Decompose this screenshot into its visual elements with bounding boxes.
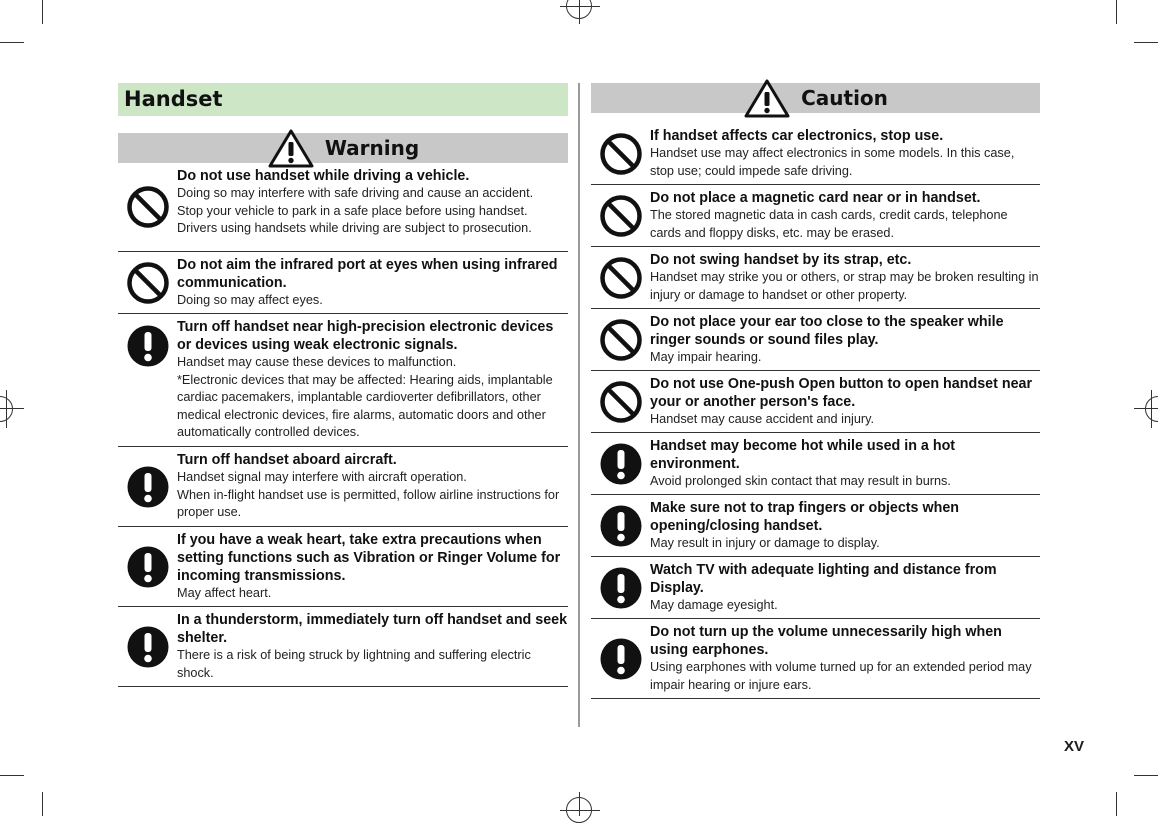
caution-item: [591, 557, 1040, 619]
caution-item: [591, 309, 1040, 371]
item-heading: Turn off handset near high-precision electronic devices or devices using weak electronic signals.: [177, 319, 554, 353]
crop-mark: [1134, 42, 1158, 43]
prohibited-icon: [599, 380, 643, 424]
warning-triangle-icon: [267, 128, 315, 168]
item-body: Handset may cause accident and injury.: [650, 412, 875, 426]
caution-item: [591, 619, 1040, 699]
warning-item: [118, 252, 568, 314]
prohibited-icon: [599, 318, 643, 362]
item-body: Stop your vehicle to park in a safe place before using handset.: [177, 203, 528, 218]
crop-mark: [42, 792, 43, 816]
prohibited-icon: [126, 261, 170, 305]
prohibited-icon: [599, 256, 643, 300]
mandatory-icon: [126, 324, 170, 368]
item-heading: If handset affects car electronics, stop use.: [650, 128, 944, 144]
registration-mark: [6, 390, 7, 428]
mandatory-icon: [126, 625, 170, 669]
item-body: Drivers using handsets while driving are subject to prosecution.: [177, 221, 532, 236]
prohibited-icon: [126, 185, 170, 229]
crop-mark: [1134, 775, 1158, 776]
item-body: Handset signal may interfere with aircraft operation.: [177, 470, 467, 484]
item-heading: Do not use handset while driving a vehicle.: [177, 168, 470, 184]
registration-mark: [1134, 408, 1158, 409]
item-body: Handset use may affect electronics in some models. In this case, stop use; could impede safe driving.: [650, 146, 1015, 178]
item-heading: If you have a weak heart, take extra precautions when setting functions such as Vibration or Ringer Volume for incoming transmissions.: [177, 532, 561, 584]
warning-band: [118, 133, 568, 163]
crop-mark: [0, 42, 24, 43]
caution-item: [591, 433, 1040, 495]
item-heading: Make sure not to trap fingers or objects when opening/closing handset.: [650, 500, 960, 534]
caution-item: [591, 247, 1040, 309]
item-body: Doing so may interfere with safe driving and cause an accident.: [177, 186, 534, 200]
warning-item: [118, 314, 568, 447]
registration-mark: [1151, 390, 1152, 428]
caution-item: [591, 371, 1040, 433]
item-body: Handset may strike you or others, or strap may be broken resulting in injury or damage to handset or other property.: [650, 270, 1039, 302]
registration-mark: [579, 0, 580, 24]
crop-mark: [42, 0, 43, 24]
item-body: The stored magnetic data in cash cards, credit cards, telephone cards and floppy disks, etc. may be erased.: [650, 208, 1008, 240]
warning-item: [118, 163, 568, 252]
warning-label: Warning: [324, 136, 420, 160]
mandatory-icon: [599, 566, 643, 610]
item-body: May result in injury or damage to display.: [650, 536, 880, 550]
right-column: [591, 83, 1040, 699]
item-heading: Do not place your ear too close to the speaker while ringer sounds or sound files play.: [650, 314, 1004, 348]
column-divider: [578, 83, 580, 727]
item-body: Handset may cause these devices to malfunction.: [177, 355, 457, 369]
item-body: May damage eyesight.: [650, 598, 778, 612]
item-heading: Handset may become hot while used in a hot environment.: [650, 438, 956, 472]
item-body: Avoid prolonged skin contact that may result in burns.: [650, 474, 951, 488]
item-body: May affect heart.: [177, 586, 272, 600]
caution-band: [591, 83, 1040, 113]
item-body: When in-flight handset use is permitted, follow airline instructions for proper use.: [177, 487, 560, 520]
item-heading: Do not use One-push Open button to open handset near your or another person's face.: [650, 376, 1033, 410]
item-heading: Turn off handset aboard aircraft.: [177, 452, 397, 468]
crop-mark: [1116, 792, 1117, 816]
prohibited-icon: [599, 194, 643, 238]
crop-mark: [1116, 0, 1117, 24]
item-heading: In a thunderstorm, immediately turn off handset and seek shelter.: [177, 612, 568, 646]
item-heading: Do not place a magnetic card near or in handset.: [650, 190, 981, 206]
item-heading: Watch TV with adequate lighting and distance from Display.: [650, 562, 997, 596]
page-number: XV: [1064, 738, 1085, 755]
section-title: Handset: [118, 83, 568, 116]
warning-item: [118, 527, 568, 607]
item-heading: Do not aim the infrared port at eyes when using infrared communication.: [177, 257, 558, 291]
registration-mark: [560, 810, 600, 811]
item-body: *Electronic devices that may be affected: Hearing aids, implantable cardiac pacemakers, implantable cardioverter defibrillators, other medical electronic devices, fire alarms, automatic doors and other automatically controlled devices.: [177, 372, 553, 440]
prohibited-icon: [599, 132, 643, 176]
caution-triangle-icon: [743, 78, 791, 118]
item-heading: Do not turn up the volume unnecessarily high when using earphones.: [650, 624, 1002, 658]
left-column: [118, 83, 568, 687]
item-heading: Do not swing handset by its strap, etc.: [650, 252, 912, 268]
caution-label: Caution: [801, 86, 888, 110]
caution-item: [591, 495, 1040, 557]
warning-item: [118, 447, 568, 527]
registration-mark: [579, 792, 580, 816]
mandatory-icon: [126, 545, 170, 589]
item-body: May impair hearing.: [650, 350, 762, 364]
caution-item: [591, 185, 1040, 247]
item-body: Doing so may affect eyes.: [177, 293, 323, 307]
item-body: There is a risk of being struck by lightning and suffering electric shock.: [177, 648, 531, 680]
mandatory-icon: [599, 442, 643, 486]
item-body: Using earphones with volume turned up for an extended period may impair hearing or injure ears.: [650, 660, 1032, 692]
caution-item: [591, 123, 1040, 185]
mandatory-icon: [126, 465, 170, 509]
mandatory-icon: [599, 637, 643, 681]
registration-mark: [0, 408, 24, 409]
registration-mark: [560, 6, 600, 7]
mandatory-icon: [599, 504, 643, 548]
warning-item: [118, 607, 568, 687]
crop-mark: [0, 775, 24, 776]
